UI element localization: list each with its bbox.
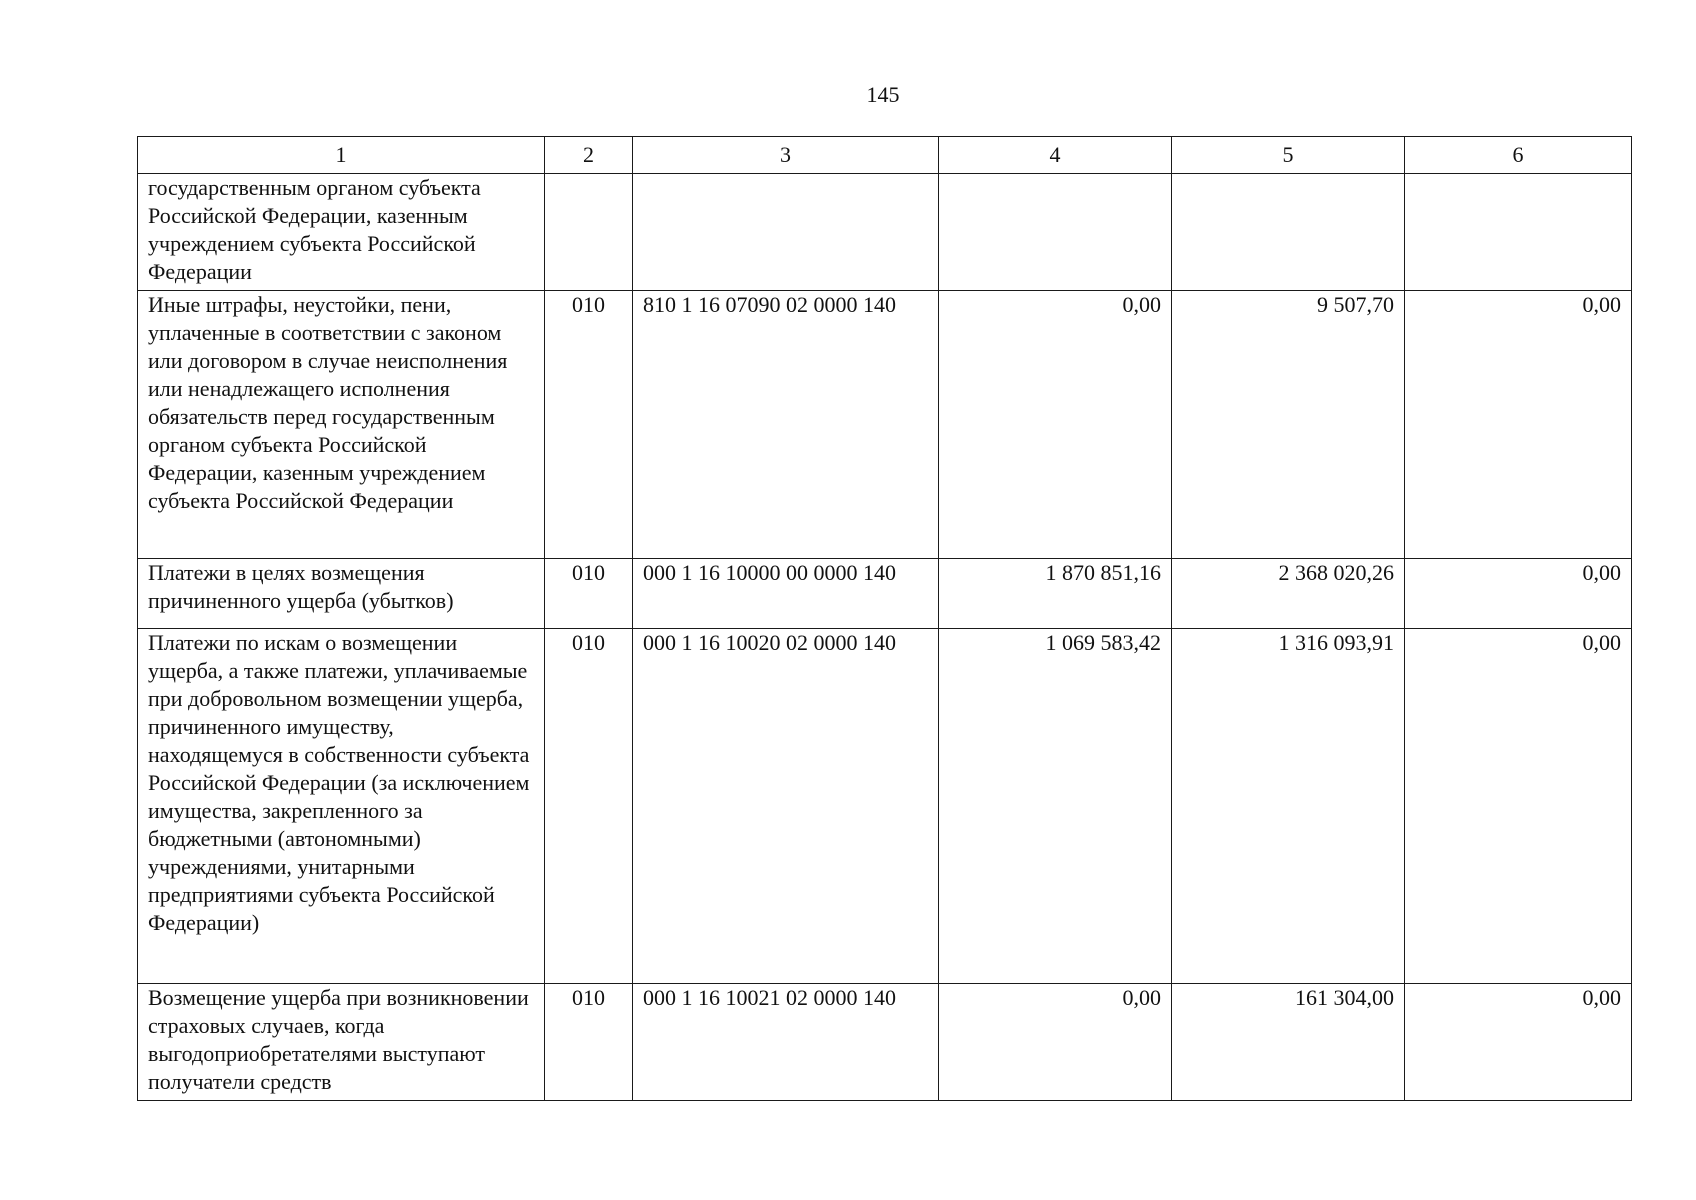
- row-line-code-cell: 010: [545, 559, 633, 629]
- page-number: 145: [866, 82, 900, 107]
- row-income-code-cell: 000 1 16 10021 02 0000 140: [633, 984, 939, 1101]
- column-header-1: 1: [138, 137, 545, 174]
- report-table: [137, 136, 1632, 1101]
- row-line-code-cell: [545, 174, 633, 291]
- row-col6-cell: [1405, 174, 1632, 291]
- row-col4-cell: 0,00: [939, 984, 1172, 1101]
- row-name-cell: государственным органом субъекта Российской Федерации, казенным учреждением субъекта Российской Федерации: [138, 174, 545, 291]
- table-row: [138, 984, 1632, 1101]
- row-col6-cell: 0,00: [1405, 559, 1632, 629]
- row-name-cell: Платежи по искам о возмещении ущерба, а также платежи, уплачиваемые при добровольном возмещении ущерба, причиненного имуществу, находящемуся в собственности субъекта Российской Федерации (за исключением имущества, закрепленного за бюджетными (автономными) учреждениями, унитарными предприятиями субъекта Российской Федерации): [138, 629, 545, 984]
- table-row: [138, 174, 1632, 291]
- row-col5-cell: 2 368 020,26: [1172, 559, 1405, 629]
- column-header-5: 5: [1172, 137, 1405, 174]
- row-col5-cell: 161 304,00: [1172, 984, 1405, 1101]
- table-row: [138, 291, 1632, 559]
- row-col5-cell: 1 316 093,91: [1172, 629, 1405, 984]
- table-row: [138, 559, 1632, 629]
- row-line-code-cell: 010: [545, 984, 633, 1101]
- row-line-code-cell: 010: [545, 629, 633, 984]
- row-name-cell: Иные штрафы, неустойки, пени, уплаченные в соответствии с законом или договором в случае неисполнения или ненадлежащего исполнения обязательств перед государственным органом субъекта Российской Федерации, казенным учреждением субъекта Российской Федерации: [138, 291, 545, 559]
- row-col6-cell: 0,00: [1405, 629, 1632, 984]
- row-income-code-cell: 000 1 16 10000 00 0000 140: [633, 559, 939, 629]
- row-name-cell: Платежи в целях возмещения причиненного ущерба (убытков): [138, 559, 545, 629]
- header-row: [138, 137, 1632, 174]
- row-col6-cell: 0,00: [1405, 291, 1632, 559]
- table-row: [138, 629, 1632, 984]
- row-col6-cell: 0,00: [1405, 984, 1632, 1101]
- row-col4-cell: 1 069 583,42: [939, 629, 1172, 984]
- column-header-2: 2: [545, 137, 633, 174]
- row-income-code-cell: [633, 174, 939, 291]
- row-income-code-cell: 810 1 16 07090 02 0000 140: [633, 291, 939, 559]
- column-header-4: 4: [939, 137, 1172, 174]
- row-col4-cell: 0,00: [939, 291, 1172, 559]
- row-name-cell: Возмещение ущерба при возникновении страховых случаев, когда выгодоприобретателями выступают получатели средств: [138, 984, 545, 1101]
- row-col5-cell: 9 507,70: [1172, 291, 1405, 559]
- row-col4-cell: [939, 174, 1172, 291]
- row-income-code-cell: 000 1 16 10020 02 0000 140: [633, 629, 939, 984]
- row-col5-cell: [1172, 174, 1405, 291]
- row-line-code-cell: 010: [545, 291, 633, 559]
- row-col4-cell: 1 870 851,16: [939, 559, 1172, 629]
- column-header-6: 6: [1405, 137, 1632, 174]
- column-header-3: 3: [633, 137, 939, 174]
